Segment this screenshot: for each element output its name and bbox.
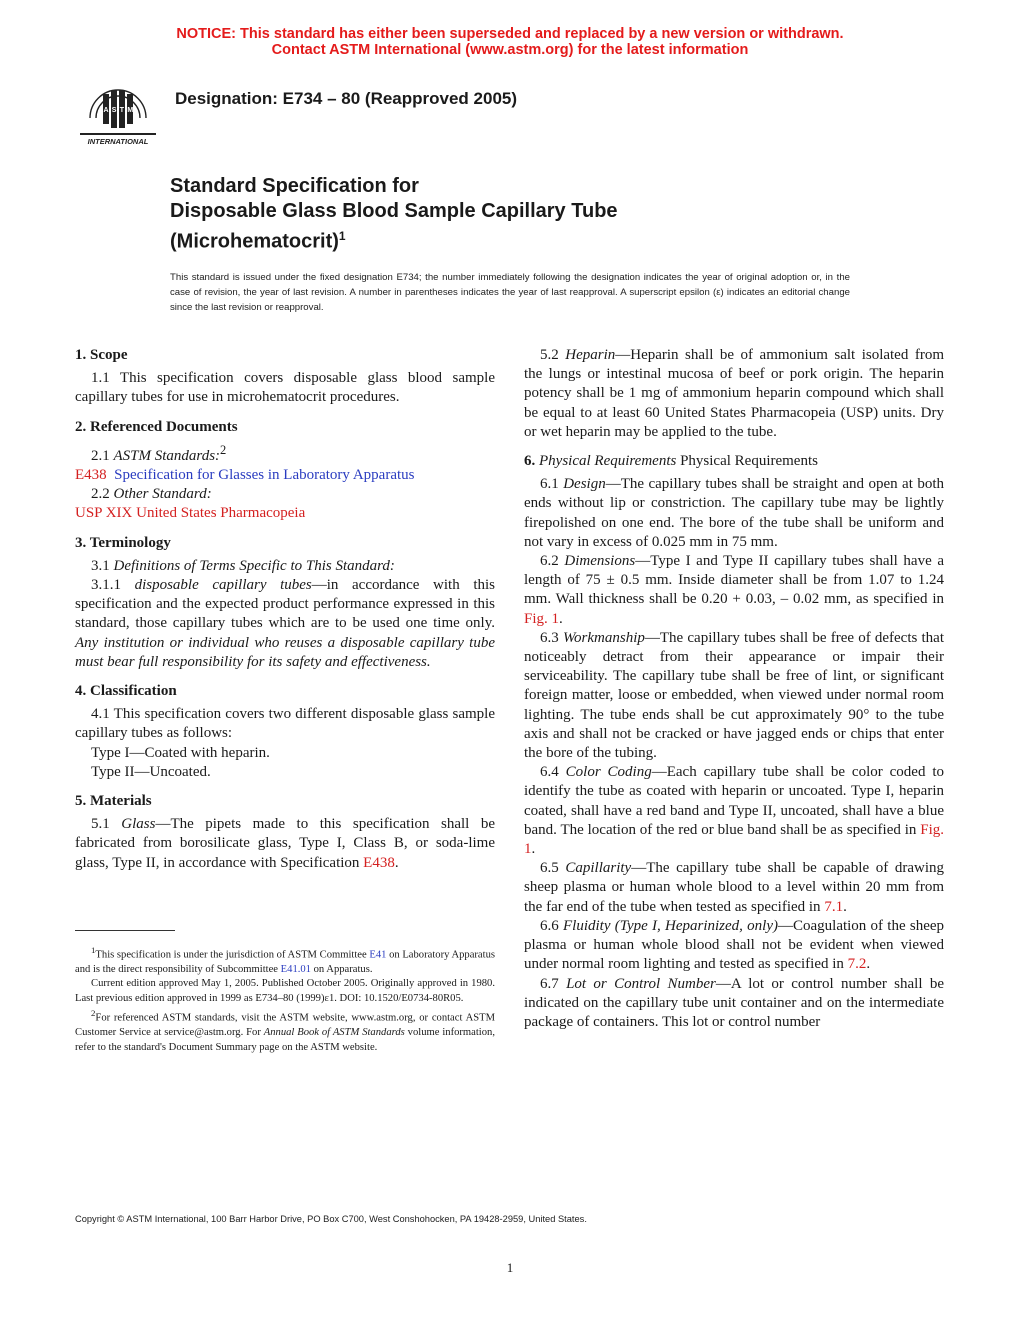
section-6-heading: 6. Physical Requirements Physical Requirements (524, 453, 818, 470)
paragraph-2-1: 2.1 ASTM Standards:$^2$ (91, 442, 227, 464)
e438-inline-link[interactable]: E438 (363, 854, 395, 871)
fig-1-link[interactable]: Fig. 1 (524, 610, 560, 627)
footnotes (75, 943, 495, 1055)
footnote-1-edition: Current edition approved May 1, 2005. Published October 2005. Originally approved in 1980. Last previous edition approved in 1999 as E734–80 (1999)ε1. DOI: 10.1520/E0734-80R05. (75, 978, 495, 1004)
copyright-notice: Copyright © ASTM International, 100 Barr Harbor Drive, PO Box C700, West Conshohocken, PA 19428-2959, United States. (75, 1214, 587, 1224)
issued-note: This standard is issued under the fixed designation E734; the number immediately following the designation indicates the year of original adoption or, in the case of revision, the year of last revision. A number in parentheses indicates the year of last reapproval. A superscript epsilon (ε) indicates an editorial change since the last revision or reapproval. (170, 272, 850, 313)
paragraph-3-1-1: 3.1.1 disposable capillary tubes—in accordance with this specification and the expected product performance expressed in this standard, those capillary tubes which are to be used one time only. Any institution or individual who reuses a disposable capillary tube must bear full responsibility for its safety and effectiveness. (75, 577, 495, 670)
designation: Designation: E734 – 80 (Reapproved 2005) (175, 89, 518, 108)
section-3-heading: 3. Terminology (75, 534, 171, 551)
astm-logo (74, 78, 162, 148)
reference-e438[interactable] (75, 466, 495, 485)
astm-logo-icon (74, 78, 162, 148)
title-line-2: Disposable Glass Blood Sample Capillary Tube (170, 200, 618, 222)
type-2-item: Type II—Uncoated. (91, 763, 211, 780)
left-column (75, 346, 495, 873)
paragraph-6-2: 6.2 Dimensions—Type I and Type II capillary tubes shall have a length of 75 ± 0.5 mm. Inside diameter shall be from 1.07 to 1.24 mm. Wall thickness shall be 0.20 + 0.03, – 0.02 mm, as specified in Fig. 1. (524, 553, 944, 627)
reference-usp[interactable]: USP XIX United States Pharmacopeia (75, 505, 306, 522)
paragraph-6-6: 6.6 Fluidity (Type I, Heparinized, only)—Coagulation of the sheep plasma or human whole blood shall not be evident when viewed under normal room lighting and tested as specified in 7.2. (524, 917, 945, 973)
section-1-heading: 1. Scope (75, 347, 128, 363)
svg-text:M: M (127, 107, 134, 114)
title-line-3: (Microhematocrit)$^1$ (170, 229, 346, 253)
paragraph-6-1: 6.1 Design—The capillary tubes shall be straight and open at both ends without lip or constriction. The capillary tube may be lightly firepolished on one end. The bore of the tube shall be uniform and not vary in excess of 0.025 mm in 75 mm. (524, 476, 944, 550)
e41-link[interactable]: E41 (369, 949, 387, 961)
paragraph-3-1: 3.1 Definitions of Terms Specific to This Standard: (91, 557, 395, 574)
footnote-divider (75, 930, 175, 931)
paragraph-6-7: 6.7 Lot or Control Number—A lot or control number shall be indicated on the capillary tube unit container and on the intermediate package of containers. This lot or control number (524, 975, 944, 1030)
paragraph-5-1: 5.1 Glass—The pipets made to this specification shall be fabricated from borosilicate glass, Type I, Class B, or soda-lime glass, Type II, in accordance with Specification E438. (75, 816, 495, 871)
paragraph-5-2: 5.2 Heparin—Heparin shall be of ammonium salt isolated from the lungs or intestinal mucosa of beef or pork origin. The heparin potency shall be 1 mg of ammonium heparin compound which shall be equal to at least 60 United States Pharmacopeia (USP) units. Dry or wet heparin may be applied to the tube. (524, 347, 945, 440)
svg-text:S: S (111, 107, 117, 114)
e41-01-link[interactable]: E41.01 (280, 963, 311, 975)
e438-title-link[interactable]: Specification for Glasses in Laboratory Apparatus (114, 467, 415, 484)
right-column (524, 346, 944, 1032)
paragraph-1-1: 1.1 This specification covers disposable glass blood sample capillary tubes for use in microhematocrit procedures. (75, 370, 495, 406)
section-5-heading: 5. Materials (75, 793, 152, 810)
footnote-2-ref[interactable]: 2 (220, 442, 227, 457)
notice-banner (0, 26, 1020, 58)
logo-subtext: INTERNATIONAL (87, 137, 149, 146)
paragraph-6-4: 6.4 Color Coding—Each capillary tube shall be color coded to identify the tube as coated with heparin or uncoated. Type I, heparin coated, shall have a red band and Type II, uncoated, shall have a blue band. The location of the red or blue band shall be as specified in Fig. 1. (524, 764, 944, 858)
paragraph-6-5: 6.5 Capillarity—The capillary tube shall be capable of drawing sheep plasma or human whole blood to a level within 20 mm from the far end of the tube when tested as specified in 7.1. (524, 860, 944, 915)
page-number: 1 (506, 1260, 514, 1275)
document-title (170, 174, 618, 255)
notice-line-2: Contact ASTM International (www.astm.org) for the latest information (271, 42, 749, 58)
svg-text:T: T (119, 107, 125, 114)
section-7-2-link[interactable]: 7.2 (847, 956, 867, 973)
title-line-1: Standard Specification for (170, 175, 419, 197)
section-7-1-link[interactable]: 7.1 (824, 898, 844, 915)
e438-link[interactable]: E438 (75, 467, 107, 484)
paragraph-4-1: 4.1 This specification covers two different disposable glass sample capillary tubes as follows: (75, 706, 495, 742)
title-footnote-ref[interactable]: 1 (338, 229, 346, 243)
paragraph-6-3: 6.3 Workmanship—The capillary tubes shall be free of defects that noticeably detract from their appearance or impair their serviceability. The capillary tube shall be free of lint, or significant foreign matter, loose or embedded, when viewed under normal room lighting. The tube ends shall be cut approximately 90° to the tube axis and shall not be cracked or have jagged ends or chips that enter the bore of the tubing. (524, 629, 945, 762)
section-2-heading: 2. Referenced Documents (75, 418, 238, 435)
svg-text:A: A (103, 107, 109, 114)
notice-line-1: NOTICE: This standard has either been superseded and replaced by a new version or withdrawn. (176, 26, 844, 42)
section-4-heading: 4. Classification (75, 683, 177, 700)
fig-1-link-2[interactable]: Fig. 1 (524, 821, 944, 858)
paragraph-2-2: 2.2 Other Standard: (91, 486, 212, 503)
type-1-item: Type I—Coated with heparin. (91, 744, 270, 761)
footnote-1: $^1$This specification is under the jurisdiction of ASTM Committee E41 on Laboratory Apparatus and is the direct responsibility of Subcommittee E41.01 on Apparatus. (75, 945, 495, 975)
footnote-2: $^2$For referenced ASTM standards, visit the ASTM website, www.astm.org, or contact ASTM Customer Service at service@astm.org. For Annual Book of ASTM Standards volume information, refer to the standard's Document Summary page on the ASTM website. (75, 1008, 495, 1053)
